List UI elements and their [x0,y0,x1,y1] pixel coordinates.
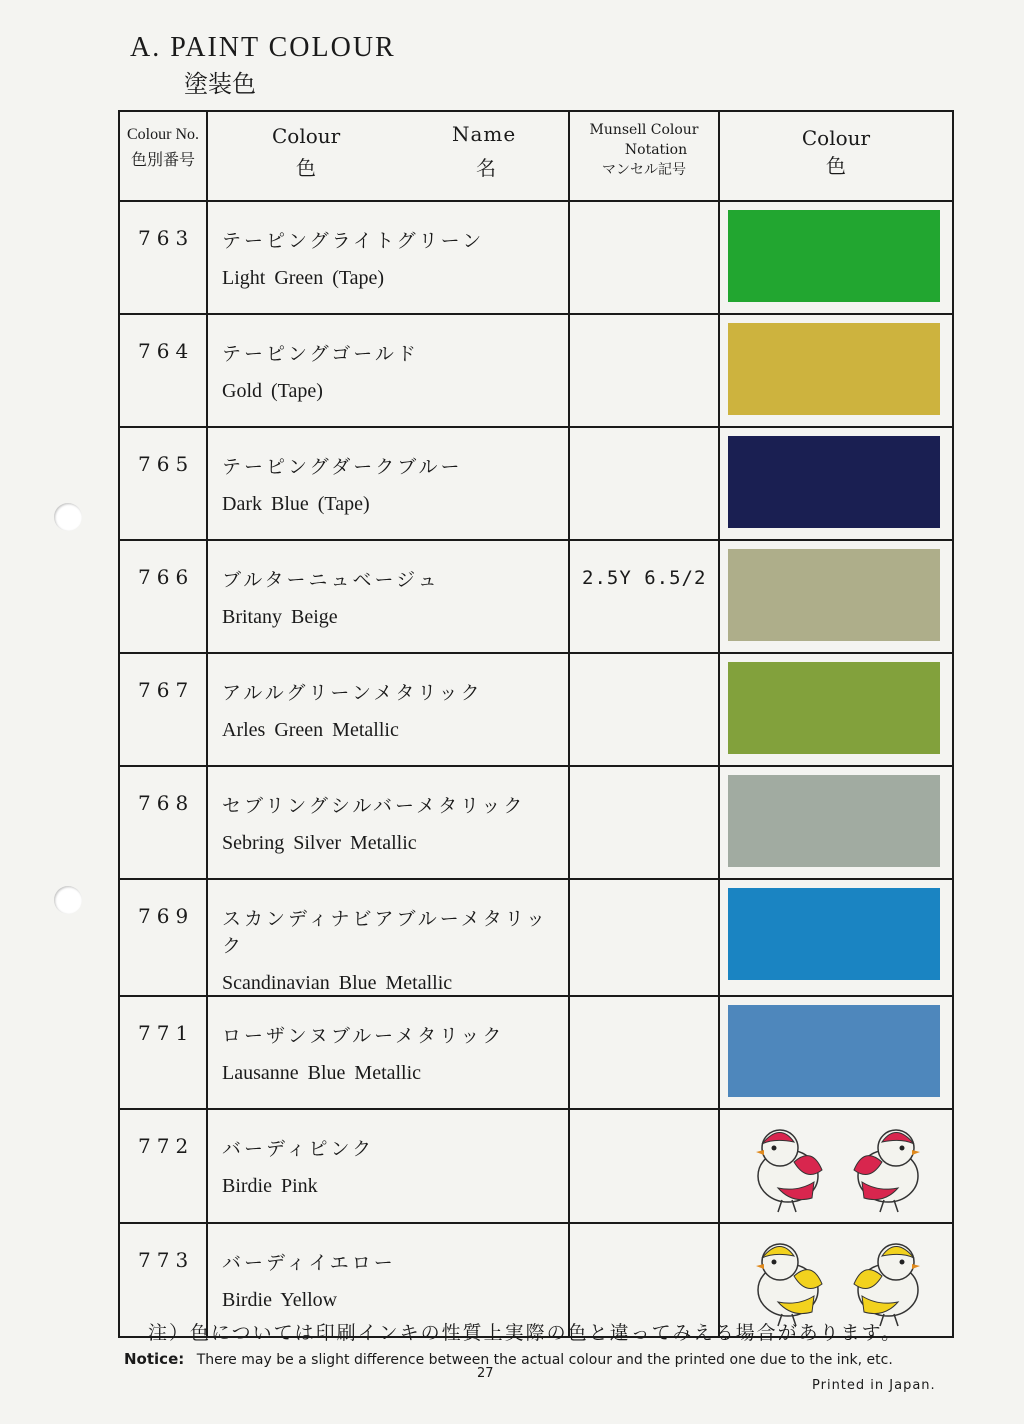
munsell-notation [569,427,719,540]
colour-swatch [728,210,940,302]
colour-name-japanese: ブルターニュベージュ [222,569,440,591]
table-row [119,879,953,996]
colour-number: 766 [119,540,207,653]
colour-swatch-cell [719,201,953,314]
title-english [130,32,396,64]
header-munsell-line2: Notation [624,142,688,158]
munsell-notation [569,766,719,879]
page-number: 27 [477,1366,494,1381]
colour-swatch-cell [719,314,953,427]
colour-name-japanese: バーディピンク [222,1138,375,1160]
bird-icon [756,1244,822,1326]
colour-name-japanese: スカンディナビアブルーメタリック [222,908,549,957]
munsell-notation [569,201,719,314]
colour-name-japanese: バーディイエロー [222,1252,396,1274]
colour-swatch [728,436,940,528]
table-row [119,1109,953,1223]
header-name-name-ja: 名 [476,156,496,180]
page-title [130,32,396,99]
header-colour-no [119,111,207,201]
note-japanese: 注）色については印刷インキの性質上実際の色と違ってみえる場合があります。 [148,1322,903,1344]
table-row [119,427,953,540]
title-japanese: 塗装色 [184,70,256,98]
colour-name-cell [207,427,569,540]
colour-swatch-cell [719,879,953,996]
header-name-colour: Colour [272,124,341,148]
header-colour-name [207,111,569,201]
notice-text: There may be a slight difference between the actual colour and the printed one due to the ink, etc. [196,1352,893,1368]
header-colour-no-ja: 色別番号 [130,152,195,169]
munsell-notation [569,653,719,766]
colour-number: 772 [119,1109,207,1223]
header-munsell [569,111,719,201]
colour-name-english: Scandinavian Blue Metallic [222,972,453,994]
colour-swatch [728,888,940,980]
colour-name-english: Arles Green Metallic [222,719,399,741]
colour-number: 767 [119,653,207,766]
birds-illustration [728,1118,948,1214]
colour-name-english: Lausanne Blue Metallic [222,1062,422,1084]
colour-swatch [728,662,940,754]
munsell-notation [569,996,719,1109]
table-row [119,653,953,766]
colour-name-english: Sebring Silver Metallic [222,832,417,854]
colour-swatch [728,323,940,415]
colour-swatch [728,775,940,867]
colour-name-english: Birdie Yellow [222,1289,338,1311]
table-row [119,540,953,653]
printed-in-japan: Printed in Japan. [812,1378,936,1393]
colour-swatch [728,1005,940,1097]
colour-name-english: Birdie Pink [222,1175,318,1197]
birds-illustration [728,1232,948,1328]
colour-swatch-cell [719,427,953,540]
colour-name-english: Gold (Tape) [222,380,323,402]
binder-hole-bottom [54,886,82,914]
colour-number: 773 [119,1223,207,1337]
table-row [119,314,953,427]
colour-number: 765 [119,427,207,540]
munsell-notation [569,879,719,996]
bird-icon [854,1244,920,1326]
colour-name-japanese: テーピングゴールド [222,343,419,365]
header-colour-swatch [719,111,953,201]
header-colour-no-en: Colour No. [127,126,199,143]
colour-name-japanese: ローザンヌブルーメタリック [222,1025,505,1047]
colour-name-cell [207,1109,569,1223]
colour-name-english: Britany Beige [222,606,338,628]
bird-icon [854,1130,920,1212]
binder-hole-top [54,503,82,531]
colour-swatch-cell [719,540,953,653]
colour-name-cell [207,879,569,996]
header-name-colour-ja: 色 [296,156,316,180]
header-colour-en: Colour [801,126,871,150]
header-name-name: Name [452,122,517,146]
colour-swatch-cell [719,653,953,766]
munsell-notation: 2.5Y 6.5/2 [569,540,719,653]
colour-name-cell [207,540,569,653]
colour-number: 771 [119,996,207,1109]
table-row [119,996,953,1109]
colour-name-cell [207,766,569,879]
header-munsell-line1: Munsell Colour [589,122,699,138]
header-colour-ja: 色 [826,154,846,178]
colour-number: 764 [119,314,207,427]
colour-name-japanese: セブリングシルバーメタリック [222,795,526,817]
header-munsell-ja: マンセル記号 [602,162,686,178]
colour-swatch [728,549,940,641]
colour-name-japanese: アルルグリーンメタリック [222,682,483,704]
colour-name-cell [207,653,569,766]
colour-name-cell [207,201,569,314]
paint-colour-table [118,110,954,1338]
colour-swatch-cell [719,996,953,1109]
section-letter: A. [130,32,162,63]
colour-name-japanese: テーピングダークブルー [222,456,463,478]
notice-label: Notice: [124,1350,185,1368]
notice-english [124,1350,893,1368]
colour-name-cell [207,996,569,1109]
table-row [119,201,953,314]
table-row [119,766,953,879]
colour-name-japanese: テーピングライトグリーン [222,230,485,252]
munsell-notation [569,1109,719,1223]
bird-icon [756,1130,822,1212]
colour-name-cell [207,314,569,427]
colour-swatch-cell [719,1109,953,1223]
colour-name-english: Dark Blue (Tape) [222,493,370,515]
colour-number: 763 [119,201,207,314]
colour-number: 769 [119,879,207,996]
colour-name-english: Light Green (Tape) [222,267,385,289]
munsell-notation [569,314,719,427]
colour-swatch-cell [719,766,953,879]
section-title: PAINT COLOUR [170,32,396,63]
table-header-row [119,111,953,201]
colour-number: 768 [119,766,207,879]
